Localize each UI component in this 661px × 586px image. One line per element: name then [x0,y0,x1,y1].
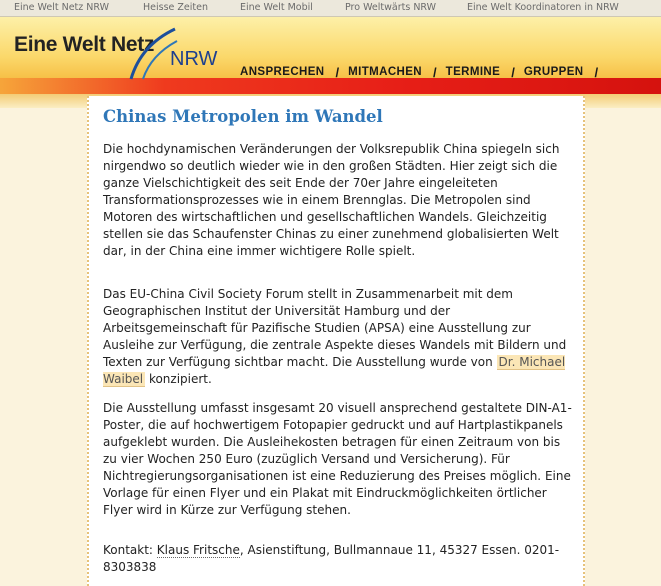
site-header [0,17,661,90]
topnav-link-eine-welt-netz[interactable]: Eine Welt Netz NRW [14,2,109,13]
header-red-band [0,78,661,94]
top-navigation [0,0,661,17]
paragraph-2-tail: konzipiert. [145,372,212,386]
article-paragraph-2 [103,286,573,388]
nav-separator: / [511,64,515,80]
site-logo-nrw[interactable]: NRW [170,48,218,70]
topnav-link-pro-weltwaerts[interactable]: Pro Weltwärts NRW [345,2,437,13]
topnav-link-heisse-zeiten[interactable]: Heisse Zeiten [143,2,208,13]
topnav-link-koordinatoren[interactable]: Eine Welt Koordinatoren in NRW [467,2,619,13]
article-paragraph-3: Die Ausstellung umfasst insgesamt 20 visuell ansprechend gestaltete DIN-A1-Poster, die auf hochwertigem Fotopapier gedruckt und auf Hartplastikpanels aufgeklebt wurden. Die Ausleihekosten betragen für einen Zeitraum von bis zu vier Wochen 250 Euro (zuzüglich Versand und Versicherung). Für Nichtregierungsorganisationen ist eine Reduzierung des Preises möglich. Eine Vorlage für einen Flyer und ein Plakat mit Eindruckmöglichkeiten örtlicher Flyer wird in Kürze zur Verfügung stehen. [103,401,572,517]
nav-separator: / [433,64,437,80]
page-title: Chinas Metropolen im Wandel [103,107,383,126]
contact-info [103,542,573,576]
paragraph-2-text: Das EU-China Civil Society Forum stellt in Zusammenarbeit mit dem Geographischen Institut der Universität Hamburg und der Arbeitsgemeinschaft für Pazifische Studien (APSA) eine Ausstellung zur Ausleihe zur Verfügung, die zentrale Aspekte dieses Wandels mit Bildern und Texten zur Verfügung sichtbar macht. Die Ausstellung wurde von [103,287,567,369]
nav-separator: / [594,64,599,80]
contact-prefix: Kontakt: [103,543,157,557]
nav-item-termine[interactable]: TERMINE [445,66,501,78]
topnav-link-eine-welt-mobil[interactable]: Eine Welt Mobil [240,2,313,13]
contact-details: , Asienstiftung, Bullmannaue 11, 45327 Essen. 0201-8303838 [103,543,560,574]
contact-name-link[interactable]: Klaus Fritsche [156,543,240,557]
main-navigation [240,64,607,80]
nav-item-mitmachen[interactable]: MITMACHEN [348,66,423,78]
nav-item-ansprechen[interactable]: ANSPRECHEN [240,66,325,78]
nav-item-gruppen[interactable]: GRUPPEN [523,66,584,78]
site-logo-text[interactable]: Eine Welt Netz [14,33,155,56]
article-paragraph-1: Die hochdynamischen Veränderungen der Volksrepublik China spiegeln sich nirgendwo so deutlich wieder wie in den großen Städten. Hier zeigt sich die ganze Vielschichtigkeit des seit Ende der 70er Jahre eingeleiteten Transformationsprozesses wie in einem Brennglas. Die Metropolen sind Motoren des wirtschaftlichen und gesellschaftlichen Wandels. Gleichzeitig stellen sie das Schaufenster Chinas zu einer zunehmend globalisierten Welt dar, in der China eine immer wichtigere Rolle spielt. [103,142,560,258]
author-link[interactable]: Dr. Michael Waibel [103,355,566,386]
nav-separator: / [335,64,340,80]
